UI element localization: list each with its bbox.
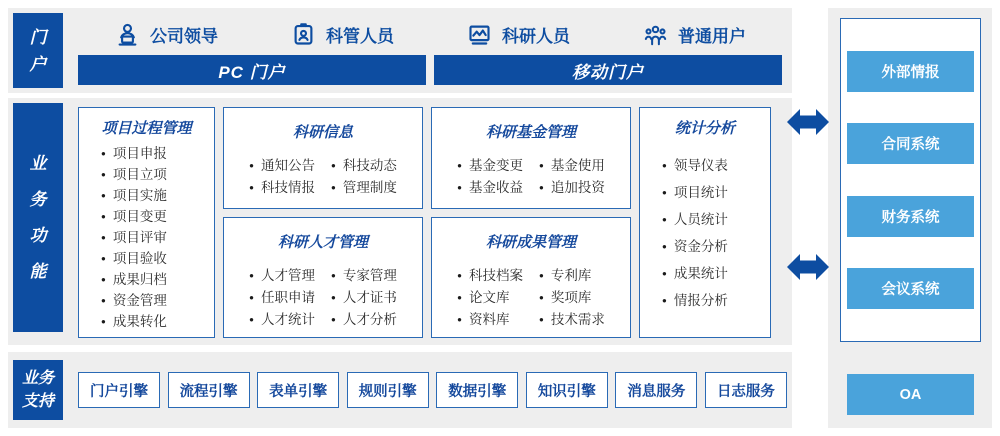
system-button: 合同系统 [847, 123, 974, 164]
feature-item: ● 项目评审 [101, 227, 214, 248]
engine-button: 知识引擎 [526, 372, 608, 408]
feature-item-list [432, 265, 630, 331]
feature-item: ● 管理制度 [331, 177, 397, 199]
feature-box-project-process [78, 107, 215, 338]
portal-label-line: 户 [29, 54, 47, 74]
business-functions-panel [8, 98, 792, 345]
feature-item: ● 领导仪表 [662, 152, 770, 179]
monitor-chart-icon [466, 21, 493, 48]
user-role-label: 科管人员 [326, 26, 394, 46]
user-role-company-leader [114, 21, 218, 48]
feature-item: ● 成果统计 [662, 260, 770, 287]
business-support-label-line: 业务 [21, 370, 54, 387]
feature-item: ● 项目变更 [101, 206, 214, 227]
business-support-label-line: 支持 [21, 393, 54, 410]
business-functions-label-line: 能 [29, 261, 47, 281]
feature-item: ● 基金变更 [457, 155, 523, 177]
feature-item: ● 追加投资 [539, 177, 605, 199]
feature-box-title: 科研人才管理 [277, 234, 368, 251]
feature-item: ● 人才统计 [249, 309, 315, 331]
feature-boxes [78, 107, 785, 338]
leader-icon [114, 21, 141, 48]
engine-button: 门户引擎 [78, 372, 160, 408]
id-badge-icon [290, 21, 317, 48]
feature-item-list [224, 265, 422, 331]
feature-item: ● 情报分析 [662, 287, 770, 314]
oa-button: OA [847, 374, 974, 415]
feature-box-title: 科研成果管理 [485, 234, 576, 251]
feature-item-list [640, 152, 770, 314]
user-role-label: 公司领导 [150, 26, 218, 46]
system-button: 财务系统 [847, 196, 974, 237]
engine-button: 流程引擎 [168, 372, 250, 408]
business-functions-label [13, 103, 63, 332]
feature-item: ● 专家管理 [331, 265, 397, 287]
engine-button: 消息服务 [615, 372, 697, 408]
user-group-icon [642, 21, 669, 48]
feature-item: ● 资料库 [457, 309, 523, 331]
user-role-ordinary-user [642, 21, 746, 48]
feature-item: ● 人才分析 [331, 309, 397, 331]
feature-item: ● 项目申报 [101, 143, 214, 164]
feature-item: ● 项目验收 [101, 248, 214, 269]
user-role-management-staff [290, 21, 394, 48]
feature-item: ● 成果归档 [101, 269, 214, 290]
engine-button: 日志服务 [705, 372, 787, 408]
feature-item: ● 科技档案 [457, 265, 523, 287]
engine-button: 表单引擎 [257, 372, 339, 408]
system-button: 会议系统 [847, 268, 974, 309]
engine-button: 数据引擎 [436, 372, 518, 408]
feature-box-talent-management [223, 217, 423, 338]
feature-box-fund-management [431, 107, 631, 209]
user-role-research-staff [466, 21, 570, 48]
portal-panel [8, 8, 792, 93]
feature-item: ● 人才管理 [249, 265, 315, 287]
business-functions-label-line: 功 [29, 225, 47, 245]
user-roles-row [78, 14, 782, 54]
pc-portal-bar: PC 门户 [78, 55, 426, 85]
mobile-portal-bar: 移动门户 [434, 55, 782, 85]
feature-item: ● 人员统计 [662, 206, 770, 233]
feature-item: ● 项目统计 [662, 179, 770, 206]
business-support-panel [8, 352, 792, 428]
user-role-label: 普通用户 [678, 26, 746, 46]
feature-item: ● 基金使用 [539, 155, 605, 177]
feature-box-title: 科研基金管理 [485, 124, 576, 141]
feature-item: ● 任职申请 [249, 287, 315, 309]
engine-button: 规则引擎 [347, 372, 429, 408]
sync-arrow-icon [787, 250, 829, 284]
feature-item: ● 项目实施 [101, 185, 214, 206]
portal-label-line: 门 [29, 27, 47, 47]
engine-buttons-row [78, 372, 787, 408]
feature-box-achievement-management [431, 217, 631, 338]
feature-item-list [432, 155, 630, 199]
feature-item: ● 科技情报 [249, 177, 315, 199]
feature-item: ● 项目立项 [101, 164, 214, 185]
system-button: 外部情报 [847, 51, 974, 92]
sync-arrow-icon [787, 105, 829, 139]
portal-section-label [13, 13, 63, 88]
feature-item: ● 科技动态 [331, 155, 397, 177]
portal-bars-row [78, 55, 782, 85]
feature-box-title: 统计分析 [674, 120, 735, 137]
feature-item-list [224, 155, 422, 199]
feature-item: ● 资金管理 [101, 290, 214, 311]
feature-item: ● 人才证书 [331, 287, 397, 309]
user-role-label: 科研人员 [502, 26, 570, 46]
feature-item: ● 基金收益 [457, 177, 523, 199]
external-systems-box [840, 18, 981, 342]
feature-item: ● 奖项库 [539, 287, 605, 309]
feature-item: ● 技术需求 [539, 309, 605, 331]
feature-box-column [223, 107, 423, 338]
feature-item: ● 通知公告 [249, 155, 315, 177]
feature-box-title: 项目过程管理 [101, 120, 192, 137]
feature-item-list [79, 143, 214, 332]
external-systems-panel [828, 8, 992, 428]
feature-box-column [431, 107, 631, 338]
feature-item: ● 论文库 [457, 287, 523, 309]
feature-box-title: 科研信息 [292, 124, 353, 141]
business-support-label [13, 360, 63, 420]
portal-content [78, 8, 782, 93]
feature-item: ● 专利库 [539, 265, 605, 287]
business-functions-label-line: 业 [29, 153, 47, 173]
feature-box-research-info [223, 107, 423, 209]
feature-item: ● 资金分析 [662, 233, 770, 260]
feature-item: ● 成果转化 [101, 311, 214, 332]
business-functions-label-line: 务 [29, 189, 47, 209]
feature-box-statistics [639, 107, 771, 338]
